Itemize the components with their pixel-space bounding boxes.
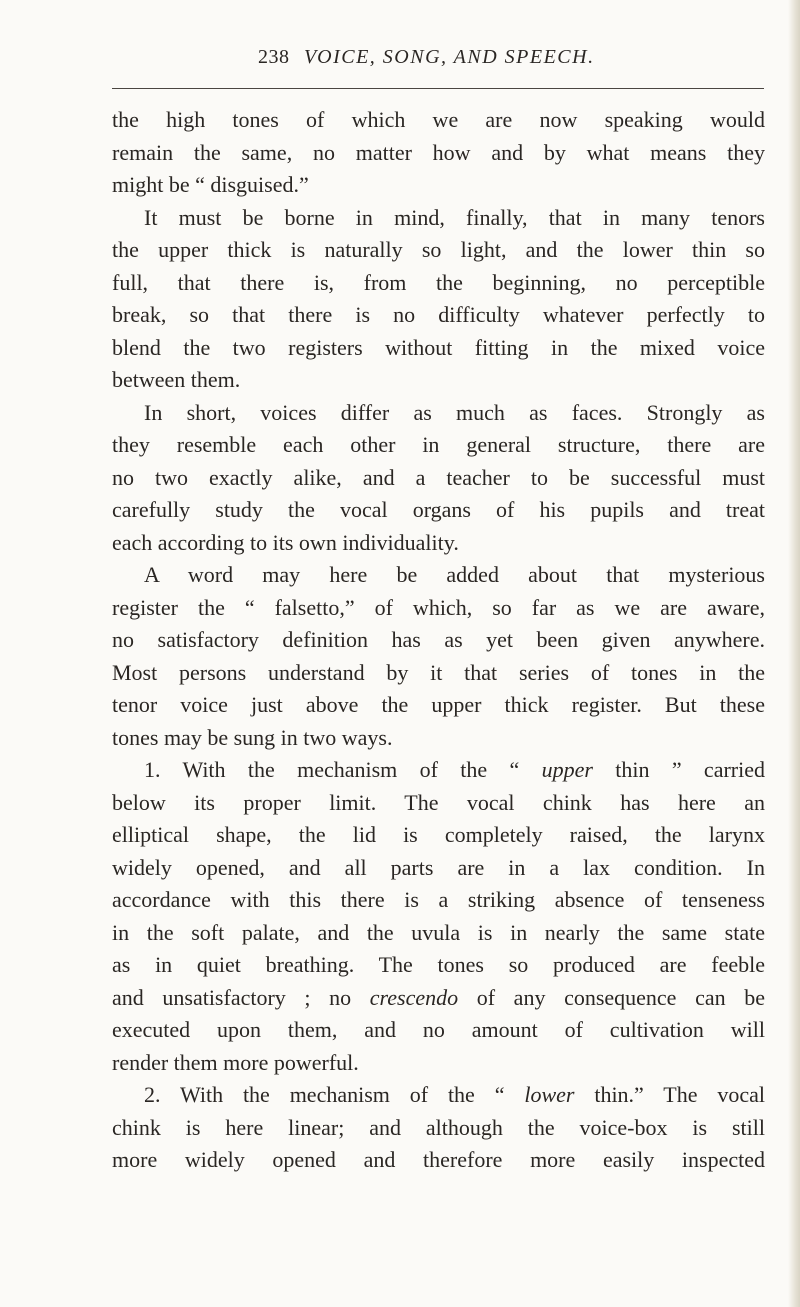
text-segment: in the soft palate, and the uvula is in nearly the same state: [112, 919, 765, 945]
text-line: [112, 657, 765, 690]
text-line: [112, 917, 765, 950]
text-segment: more widely opened and therefore more easily inspected: [112, 1147, 765, 1172]
text-line: [112, 202, 765, 235]
page-edge-shadow: [788, 0, 800, 1307]
page-header: [258, 46, 778, 78]
text-line: [112, 364, 765, 397]
text-segment: they resemble each other in general structure, there are: [112, 432, 765, 457]
text-line: [112, 299, 765, 332]
text-segment: register the “ falsetto,” of which, so far as we are aware,: [112, 594, 765, 620]
text-line: [112, 592, 765, 625]
text-line: [112, 494, 765, 527]
text-line: [112, 754, 765, 787]
text-segment: Most persons understand by it that series of tones in the: [112, 659, 765, 685]
text-line: [112, 1014, 765, 1047]
text-line: [112, 624, 765, 657]
text-segment: break, so that there is no difficulty whatever perfectly to: [112, 302, 765, 327]
text-segment: 2. With the mechanism of the “: [144, 1082, 525, 1107]
text-line: [112, 982, 765, 1015]
text-line: [112, 527, 765, 560]
text-segment: tenor voice just above the upper thick register. But these: [112, 692, 765, 717]
text-line: [112, 137, 765, 170]
text-line: [112, 1144, 765, 1177]
text-segment: no satisfactory definition has as yet been given anywhere.: [112, 627, 765, 652]
text-line: [112, 104, 765, 137]
text-segment: In short, voices differ as much as faces. Strongly as: [144, 399, 765, 425]
text-line: [112, 332, 765, 365]
text-segment: remain the same, no matter how and by what means they: [112, 139, 765, 165]
text-line: [112, 234, 765, 267]
text-segment: tones may be sung in two ways.: [112, 724, 393, 750]
text-segment: and unsatisfactory ; no: [112, 984, 370, 1010]
text-segment: each according to its own individuality.: [112, 529, 459, 555]
text-segment: of any consequence can be: [458, 984, 765, 1010]
text-line: [112, 819, 765, 852]
text-line: [112, 169, 765, 202]
text-segment: 1. With the mechanism of the “: [144, 757, 542, 782]
text-segment: between them.: [112, 367, 241, 392]
header-rule: [112, 88, 764, 89]
italic-word: crescendo: [369, 984, 459, 1010]
running-title: VOICE, SONG, AND SPEECH.: [304, 46, 595, 68]
body-text: [112, 104, 765, 1177]
text-line: [112, 1047, 765, 1080]
text-segment: the high tones of which we are now speaking would: [112, 107, 765, 132]
text-segment: no two exactly alike, and a teacher to be successful must: [112, 464, 765, 490]
text-segment: A word may here be added about that mysterious: [144, 562, 765, 587]
text-segment: blend the two registers without fitting in the mixed voice: [112, 334, 765, 360]
text-segment: It must be borne in mind, finally, that in many tenors: [144, 204, 765, 230]
text-line: [112, 689, 765, 722]
text-segment: executed upon them, and no amount of cultivation will: [112, 1017, 765, 1042]
italic-word: lower: [524, 1082, 575, 1107]
text-segment: thin.” The vocal: [574, 1082, 766, 1107]
text-segment: thin ” carried: [592, 757, 765, 782]
text-segment: chink is here linear; and although the voice-box is still: [112, 1114, 765, 1140]
text-segment: accordance with this there is a striking absence of tenseness: [112, 887, 765, 912]
page-number: 238: [258, 46, 290, 68]
text-line: [112, 722, 765, 755]
text-segment: below its proper limit. The vocal chink has here an: [112, 789, 765, 815]
text-line: [112, 462, 765, 495]
text-segment: the upper thick is naturally so light, and the lower thin so: [112, 237, 765, 262]
text-line: [112, 397, 765, 430]
text-segment: full, that there is, from the beginning, no perceptible: [112, 269, 765, 295]
text-line: [112, 559, 765, 592]
text-segment: widely opened, and all parts are in a lax condition. In: [112, 854, 765, 880]
text-line: [112, 949, 765, 982]
text-segment: might be “ disguised.”: [112, 172, 309, 197]
text-segment: as in quiet breathing. The tones so produced are feeble: [112, 952, 765, 977]
text-segment: carefully study the vocal organs of his pupils and treat: [112, 497, 765, 522]
text-line: [112, 884, 765, 917]
text-line: [112, 429, 765, 462]
text-line: [112, 267, 765, 300]
text-line: [112, 852, 765, 885]
text-line: [112, 787, 765, 820]
italic-word: upper: [541, 757, 593, 782]
text-segment: render them more powerful.: [112, 1049, 359, 1075]
text-line: [112, 1112, 765, 1145]
text-line: [112, 1079, 765, 1112]
text-segment: elliptical shape, the lid is completely raised, the larynx: [112, 822, 765, 847]
